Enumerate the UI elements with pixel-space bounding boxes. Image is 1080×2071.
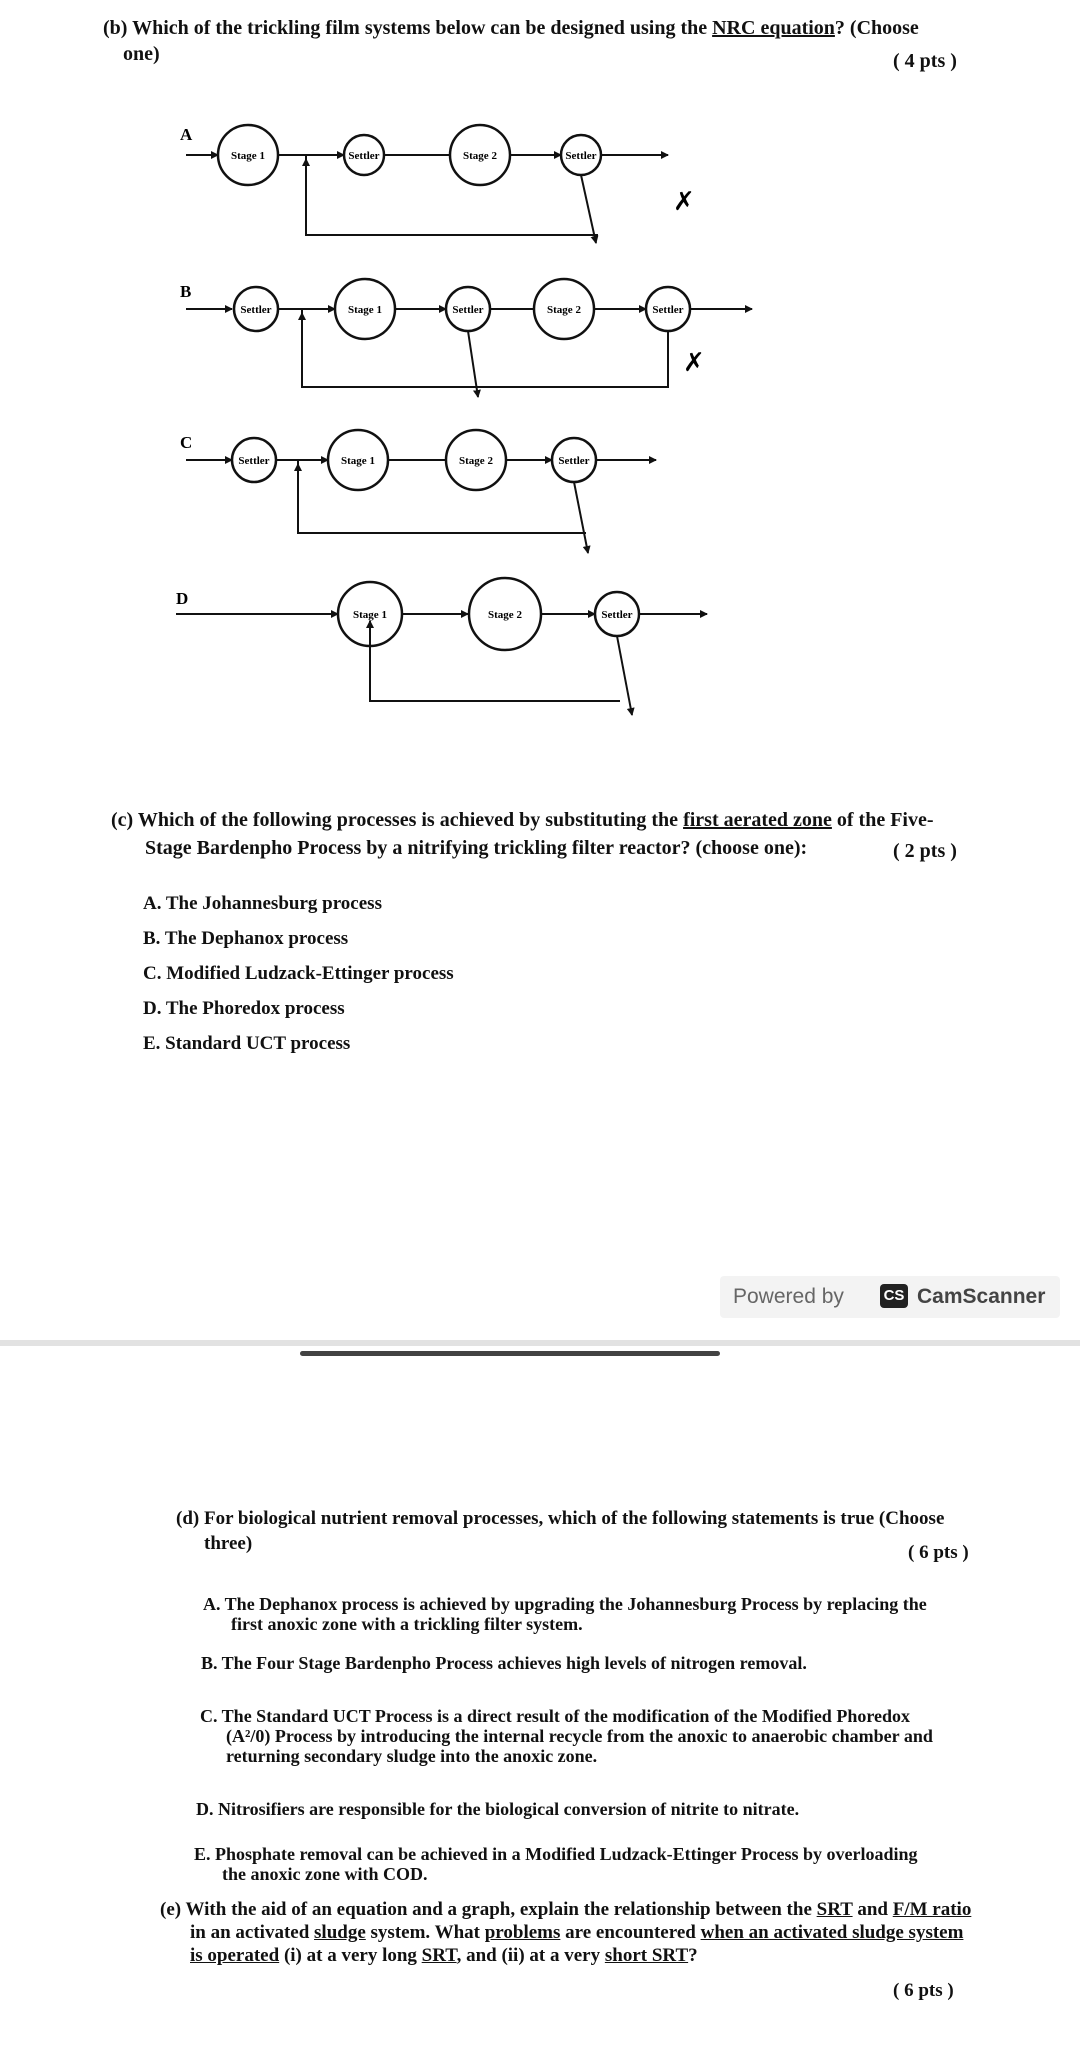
row-a-cross-mark: ✗ bbox=[673, 187, 695, 217]
svg-text:Settler: Settler bbox=[348, 150, 380, 162]
camscanner-brand-name: CamScanner bbox=[917, 1285, 1046, 1308]
part-e-line1: (e) With the aid of an equation and a graph, explain the relationship between the SRT and F/M ratio bbox=[160, 1899, 972, 1920]
scan-edge-shadow bbox=[300, 1351, 720, 1356]
part-c-option-c: C. Modified Ludzack-Ettinger process bbox=[143, 963, 454, 984]
system-a bbox=[180, 125, 695, 243]
first-aerated-zone-underlined: first aerated zone bbox=[683, 809, 832, 831]
part-b-points: ( 4 pts ) bbox=[893, 50, 957, 72]
part-e-question bbox=[160, 1898, 1020, 1967]
part-c-question: (c) Which of the following processes is achieved by substituting the first aerated zone of the Five- bbox=[111, 809, 934, 831]
row-b-letter: B bbox=[180, 282, 192, 301]
svg-text:Settler: Settler bbox=[240, 304, 272, 316]
part-d-points: ( 6 pts ) bbox=[908, 1542, 969, 1563]
svg-text:Stage 2: Stage 2 bbox=[459, 455, 493, 467]
part-c-points: ( 2 pts ) bbox=[893, 840, 957, 862]
system-b bbox=[180, 279, 752, 397]
svg-text:Settler: Settler bbox=[652, 304, 684, 316]
svg-text:Settler: Settler bbox=[558, 455, 590, 467]
part-d-question: (d) For biological nutrient removal processes, which of the following statements is true (Choose bbox=[176, 1508, 945, 1529]
row-d-letter: D bbox=[176, 589, 189, 608]
part-c-option-e: E. Standard UCT process bbox=[143, 1033, 351, 1054]
svg-text:Settler: Settler bbox=[452, 304, 484, 316]
svg-text:Settler: Settler bbox=[565, 150, 597, 162]
part-b-question-line2: one) bbox=[123, 43, 160, 65]
row-c-letter: C bbox=[180, 433, 193, 452]
part-d-question-line2: three) bbox=[204, 1533, 253, 1554]
nrc-equation-underlined: NRC equation bbox=[712, 17, 835, 39]
trickling-filter-systems-diagram bbox=[0, 95, 1080, 735]
svg-text:Stage 1: Stage 1 bbox=[348, 304, 382, 316]
part-c-question-line2: Stage Bardenpho Process by a nitrifying trickling filter reactor? (choose one): bbox=[145, 837, 808, 859]
svg-text:Stage 1: Stage 1 bbox=[353, 609, 387, 621]
part-e-line3: is operated (i) at a very long SRT, and (ii) at a very short SRT? bbox=[190, 1945, 698, 1966]
svg-text:Stage 2: Stage 2 bbox=[488, 609, 522, 621]
part-c-option-a: A. The Johannesburg process bbox=[143, 893, 382, 914]
camscanner-logo-icon: CS bbox=[880, 1284, 908, 1308]
camscanner-watermark bbox=[720, 1276, 1060, 1318]
part-c-option-d: D. The Phoredox process bbox=[143, 998, 345, 1019]
row-a-letter: A bbox=[180, 125, 193, 144]
part-e-points: ( 6 pts ) bbox=[893, 1980, 954, 2001]
page-two bbox=[0, 1346, 1080, 2071]
part-d-option-c: C. The Standard UCT Process is a direct result of the modification of the Modified Phoredox (A²/0) Process by introducing the internal recycle from the anoxic to anaerobic chamber and returning secondary sludge into the anoxic zone. bbox=[200, 1706, 933, 1766]
part-d-option-e: E. Phosphate removal can be achieved in a Modified Ludzack-Ettinger Process by overloading the anoxic zone with COD. bbox=[194, 1844, 918, 1884]
part-d-option-b: B. The Four Stage Bardenpho Process achieves high levels of nitrogen removal. bbox=[201, 1653, 807, 1673]
svg-text:Stage 2: Stage 2 bbox=[463, 150, 497, 162]
part-d-option-a: A. The Dephanox process is achieved by upgrading the Johannesburg Process by replacing the first anoxic zone with a trickling filter system. bbox=[203, 1594, 927, 1634]
part-c-options bbox=[143, 886, 454, 1061]
svg-text:Settler: Settler bbox=[601, 609, 633, 621]
part-c-option-b: B. The Dephanox process bbox=[143, 928, 349, 949]
part-b-question: (b) Which of the trickling film systems below can be designed using the NRC equation? (Choose bbox=[103, 17, 919, 39]
part-e-line2: in an activated sludge system. What problems are encountered when an activated sludge system bbox=[190, 1922, 964, 1943]
powered-by-text: Powered by bbox=[733, 1285, 844, 1308]
row-b-cross-mark: ✗ bbox=[683, 348, 705, 378]
part-d-option-d: D. Nitrosifiers are responsible for the biological conversion of nitrite to nitrate. bbox=[196, 1799, 800, 1819]
system-d bbox=[176, 578, 707, 715]
svg-text:Settler: Settler bbox=[238, 455, 270, 467]
system-c bbox=[180, 430, 656, 553]
svg-text:Stage 2: Stage 2 bbox=[547, 304, 581, 316]
svg-text:Stage 1: Stage 1 bbox=[341, 455, 375, 467]
svg-text:Stage 1: Stage 1 bbox=[231, 150, 265, 162]
